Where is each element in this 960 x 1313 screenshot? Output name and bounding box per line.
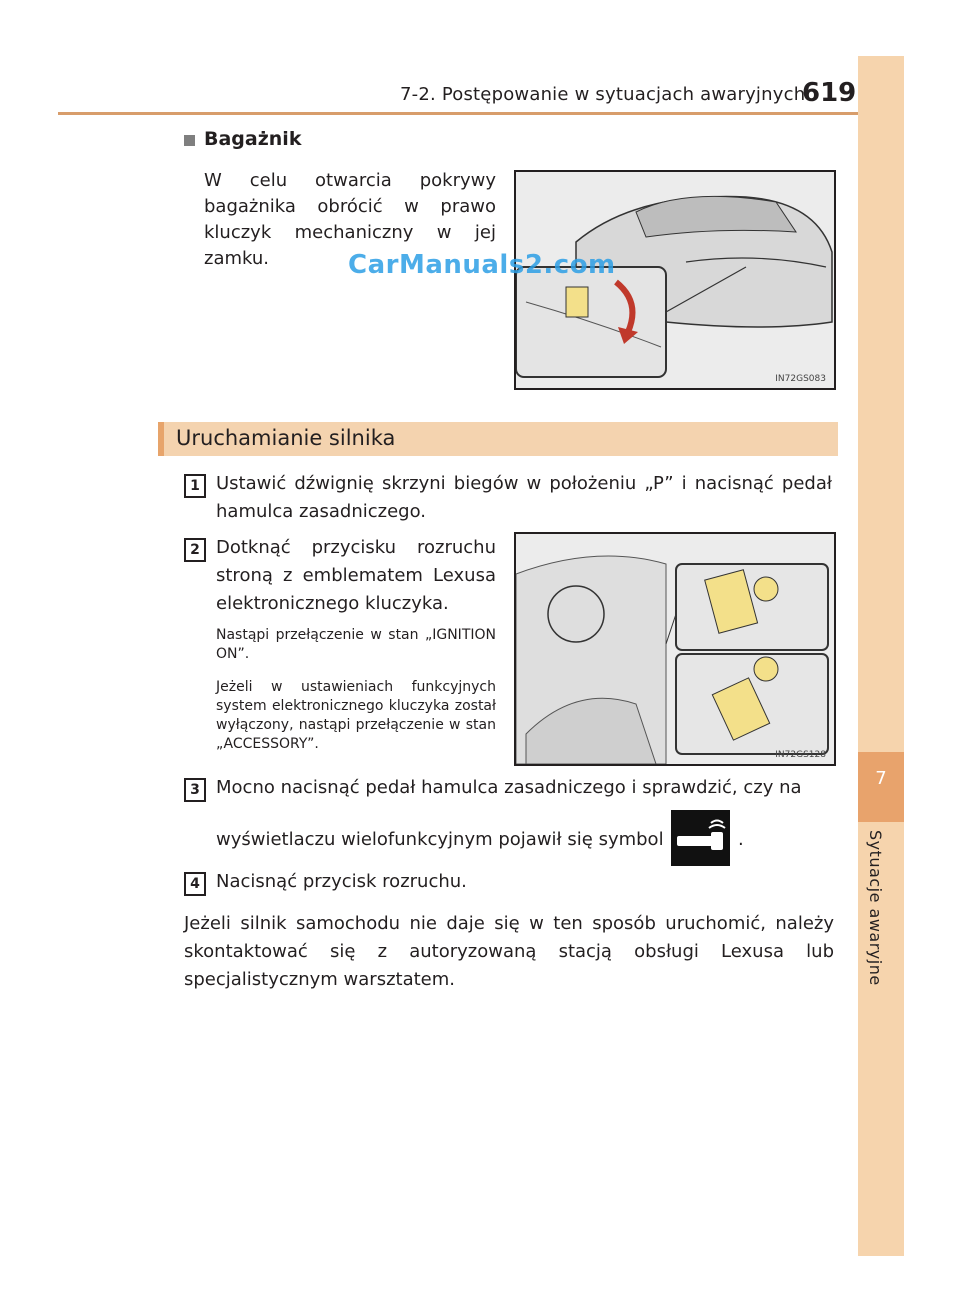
page-number: 619 — [802, 78, 857, 108]
step-number-2: 2 — [184, 538, 206, 562]
side-chapter-label: Sytuacje awaryjne — [866, 830, 885, 986]
step-2-text: Dotknąć przycisku rozruchu stroną z emblematem Lexusa elektronicznego kluczyka. — [216, 537, 496, 614]
step-number-1: 1 — [184, 474, 206, 498]
section-bullet-icon — [184, 135, 195, 146]
running-header: 7-2. Postępowanie w sytuacjach awaryjnych — [400, 84, 806, 105]
smart-key-icon — [671, 810, 730, 866]
trunk-section-title: Bagażnik — [204, 128, 302, 150]
car-trunk-drawing — [516, 172, 834, 388]
step-1-text: Ustawić dźwignię skrzyni biegów w położeniu „P” i nacisnąć pedał hamulca zasadniczego. — [216, 473, 832, 522]
step-3-text-end: . — [738, 829, 744, 850]
trunk-instruction: W celu otwarcia pokrywy bagażnika obrócić w prawo kluczyk mechaniczny w jej zamku. — [204, 170, 496, 269]
closing-paragraph: Jeżeli silnik samochodu nie daje się w ten sposób uruchomić, należy skontaktować się z autoryzowaną stacją obsługi Lexusa lub specjalistycznym warsztatem. — [184, 913, 834, 990]
step-3-text-line-1: Mocno nacisnąć pedał hamulca zasadniczego i sprawdzić, czy na — [216, 777, 802, 798]
header-rule — [58, 112, 858, 115]
driver-console-drawing — [516, 534, 834, 764]
engine-section-title: Uruchamianie silnika — [176, 426, 396, 450]
step-3-text-line-2: wyświetlaczu wielofunkcyjnym pojawił się symbol — [216, 829, 664, 850]
step-number-4: 4 — [184, 872, 206, 896]
step-2-note-1: Nastąpi przełączenie w stan „IGNITION ON”. — [216, 627, 496, 662]
figure-code: IN72GS083 — [775, 374, 826, 384]
step-number-3: 3 — [184, 778, 206, 802]
side-chapter-tab — [858, 56, 904, 1256]
trunk-lock-illustration — [514, 170, 836, 390]
watermark: CarManuals2.com — [348, 250, 616, 280]
figure-code: IN72GS128 — [775, 750, 826, 760]
step-2-note-2: Jeżeli w ustawieniach funkcyjnych system elektronicznego kluczyka został wyłączony, nastąpi przełączenie w stan „ACCESSORY”. — [216, 679, 496, 752]
engine-start-illustration — [514, 532, 836, 766]
step-4-text: Nacisnąć przycisk rozruchu. — [216, 871, 467, 892]
side-chapter-number: 7 — [875, 768, 887, 789]
